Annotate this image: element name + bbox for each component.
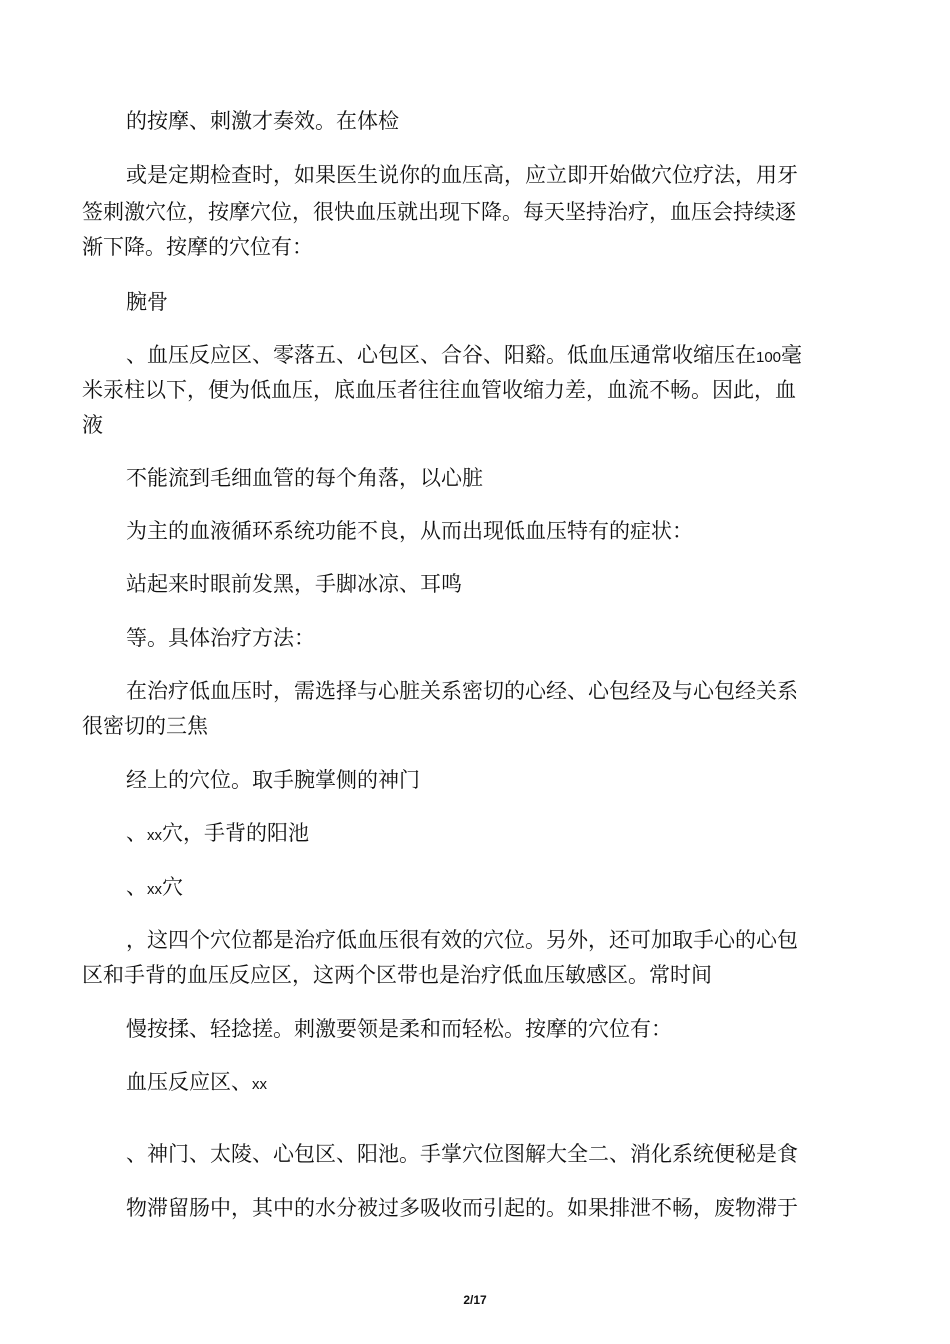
- paragraph-line: [126, 1065, 267, 1102]
- paragraph-line: 在治疗低血压时，需选择与心脏关系密切的心经、心包经及与心包经关系: [126, 679, 798, 703]
- paragraph-line: 很密切的三焦: [82, 714, 208, 738]
- paragraph-line: 等。具体治疗方法：: [126, 626, 315, 650]
- text-run: 血压反应区、: [126, 1070, 252, 1094]
- paragraph-line: [126, 338, 802, 375]
- paragraph-line: 或是定期检查时，如果医生说你的血压高，应立即开始做穴位疗法，用牙: [126, 163, 798, 187]
- paragraph-line: [126, 816, 309, 853]
- paragraph-line: 为主的血液循环系统功能不良，从而出现低血压特有的症状：: [126, 519, 693, 543]
- paragraph-line: 渐下降。按摩的穴位有：: [82, 235, 313, 259]
- paragraph-line: 米汞柱以下，便为低血压，底血压者往往血管收缩力差，血流不畅。因此，血: [82, 378, 796, 402]
- paragraph-line: 的按摩、刺激才奏效。在体检: [126, 109, 399, 133]
- paragraph-line: 经上的穴位。取手腕掌侧的神门: [126, 768, 420, 792]
- text-run: 穴，手背的阳池: [162, 821, 309, 845]
- placeholder-run: xx: [147, 827, 162, 844]
- paragraph-line: 液: [82, 413, 103, 437]
- paragraph-line: 签刺激穴位，按摩穴位，很快血压就出现下降。每天坚持治疗，血压会持续逐: [82, 200, 796, 224]
- text-run: 、血压反应区、零落五、心包区、合谷、阳谿。低血压通常收缩压在: [126, 343, 756, 367]
- placeholder-run: xx: [147, 881, 162, 898]
- text-run: 穴: [162, 875, 183, 899]
- placeholder-run: xx: [252, 1076, 267, 1093]
- text-run: 、: [126, 875, 147, 899]
- paragraph-line: 慢按揉、轻捻搓。刺激要领是柔和而轻松。按摩的穴位有：: [126, 1017, 672, 1041]
- paragraph-line: [126, 870, 183, 907]
- paragraph-line: 、神门、太陵、心包区、阳池。手掌穴位图解大全二、消化系统便秘是食: [126, 1142, 798, 1166]
- text-run: 毫: [781, 343, 803, 367]
- paragraph-line: 腕骨: [126, 290, 168, 314]
- paragraph-line: 区和手背的血压反应区，这两个区带也是治疗低血压敏感区。常时间: [82, 963, 712, 987]
- paragraph-line: 物滞留肠中，其中的水分被过多吸收而引起的。如果排泄不畅，废物滞于: [126, 1196, 798, 1220]
- paragraph-line: ，这四个穴位都是治疗低血压很有效的穴位。另外，还可加取手心的心包: [126, 928, 798, 952]
- paragraph-line: 站起来时眼前发黑，手脚冰凉、耳鸣: [126, 572, 462, 596]
- page-number: 2/17: [463, 1293, 487, 1307]
- paragraph-line: 不能流到毛细血管的每个角落，以心脏: [126, 466, 483, 490]
- text-run: 、: [126, 821, 147, 845]
- number-run: 100: [756, 349, 782, 366]
